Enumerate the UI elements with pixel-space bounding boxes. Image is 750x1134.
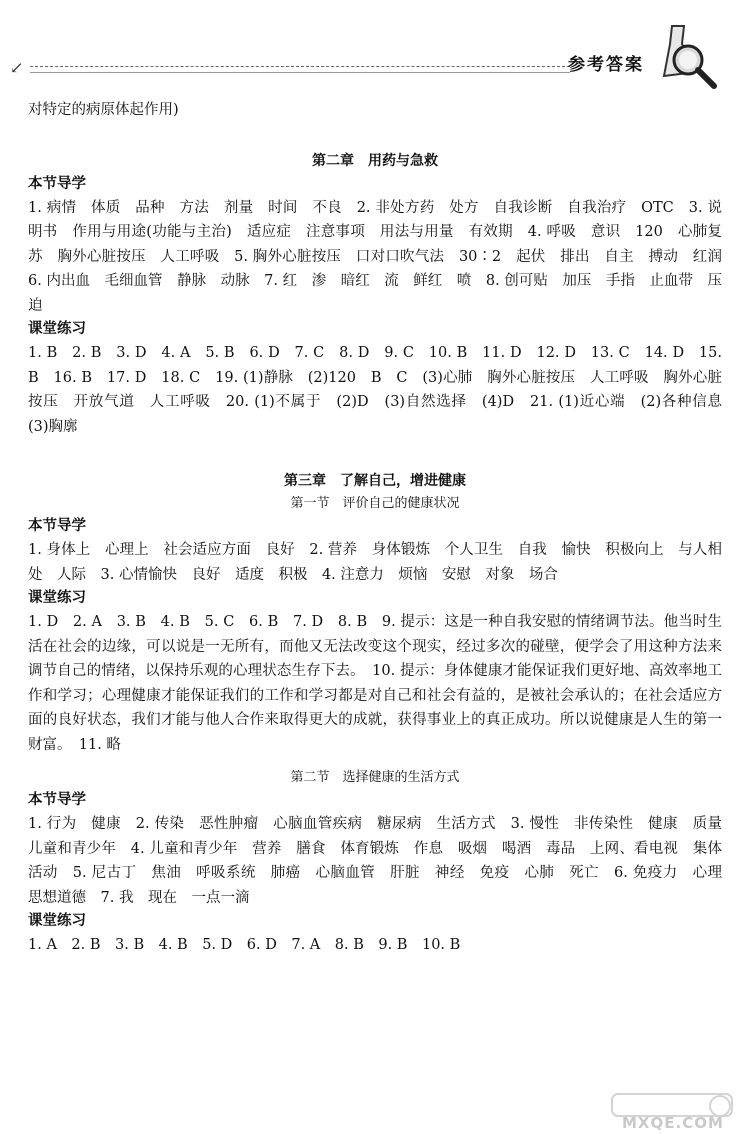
section1-guide-label: 本节导学 (28, 518, 86, 534)
chapter2-guide-text: 1. 病情 体质 品种 方法 剂量 时间 不良 2. 非处方药 处方 自我诊断 自我治疗 OTC 3. 说明书 作用与用途(功能与主治) 适应症 注意事项 用法与用量 有效期 4. 呼吸 意识 120 心肺复苏 胸外心脏按压 人工呼吸 5. 胸外心脏按压 口对口吹气法 30∶2 起伏 排出 自主 搏动 红润 6. 内出血 毛细血管 静脉 动脉 7. 红 渗 暗红 流 鲜红 喷 8. 创可贴 加压 手指 止血带 压迫 (28, 199, 737, 314)
section1-practice-text: 1. D 2. A 3. B 4. B 5. C 6. B 7. D 8. B 9. 提示：这是一种自我安慰的情绪调节法。他当时生活在社会的边缘，可以说是一无所有，而他又无法改变这个现实，经过多次的碰壁，便学会了用这种方法来调节自己的情绪，以保持乐观的心理状态生存下去。 10. 提示：身体健康才能保证我们更好地、高效率地工作和学习；心理健康才能保证我们的工作和学习都是对自己和社会有益的，是被社会承认的；在社会适应方面的良好状态，我们才能与他人合作来取得更大的成就，获得事业上的真正成功。所以说健康是人生的第一财富。 11. 略 (28, 614, 722, 753)
section1-practice-label: 课堂练习 (28, 590, 86, 606)
page-header (0, 0, 750, 100)
flask-magnifier-icon (650, 20, 720, 90)
chapter3-title: 第三章 了解自己，增进健康 (284, 473, 466, 489)
section2-practice-label: 课堂练习 (28, 913, 86, 929)
section2-guide-label: 本节导学 (28, 792, 86, 808)
answer-content (28, 98, 737, 958)
chapter2-practice-text: 1. B 2. B 3. D 4. A 5. B 6. D 7. C 8. D 9. C 10. B 11. D 12. D 13. C 14. D 15. B 16. B 17. D 18. C 19. (1)静脉 (2)120 B C (3)心肺 胸外心脏按压 人工呼吸 胸外心脏按压 开放气道 人工呼吸 20. (1)不属于 (2)D (3)自然选择 (4)D 21. (1)近心端 (2)各种信息 (3)胸廓 (28, 345, 737, 435)
header-title: 参考答案 (568, 55, 644, 75)
corner-arrow-icon: ↙ (10, 58, 24, 77)
section2-guide-text: 1. 行为 健康 2. 传染 恶性肿瘤 心脑血管疾病 糖尿病 生活方式 3. 慢性 非传染性 健康 质量 儿童和青少年 4. 儿童和青少年 营养 膳食 体育锻炼 作息 吸烟 喝酒 毒品 上网、看电视 集体活动 5. 尼古丁 焦油 呼吸系统 肺癌 心脑血管 肝脏 神经 免疫 心肺 死亡 6. 免疫力 心理 思想道德 7. 我 现在 一点一滴 (28, 816, 737, 906)
chapter3-section2-title: 第二节 选择健康的生活方式 (290, 770, 460, 785)
chapter2-title: 第二章 用药与急救 (312, 152, 438, 169)
header-rule (30, 72, 570, 73)
chapter2-guide-label: 本节导学 (28, 175, 86, 192)
section1-guide-text: 1. 身体上 心理上 社会适应方面 良好 2. 营养 身体锻炼 个人卫生 自我 愉快 积极向上 与人相处 人际 3. 心情愉快 良好 适度 积极 4. 注意力 烦恼 安慰 对象 场合 (28, 542, 722, 583)
chapter2-practice-label: 课堂练习 (28, 321, 86, 337)
intro-line: 对特定的病原体起作用) (28, 102, 179, 118)
chapter3-section1-title: 第一节 评价自己的健康状况 (290, 496, 460, 511)
header-dashed-rule (30, 66, 570, 67)
section2-practice-text: 1. A 2. B 3. B 4. B 5. D 6. D 7. A 8. B 9. B 10. B (28, 937, 461, 953)
watermark-text: MXQE.COM (622, 1114, 724, 1132)
